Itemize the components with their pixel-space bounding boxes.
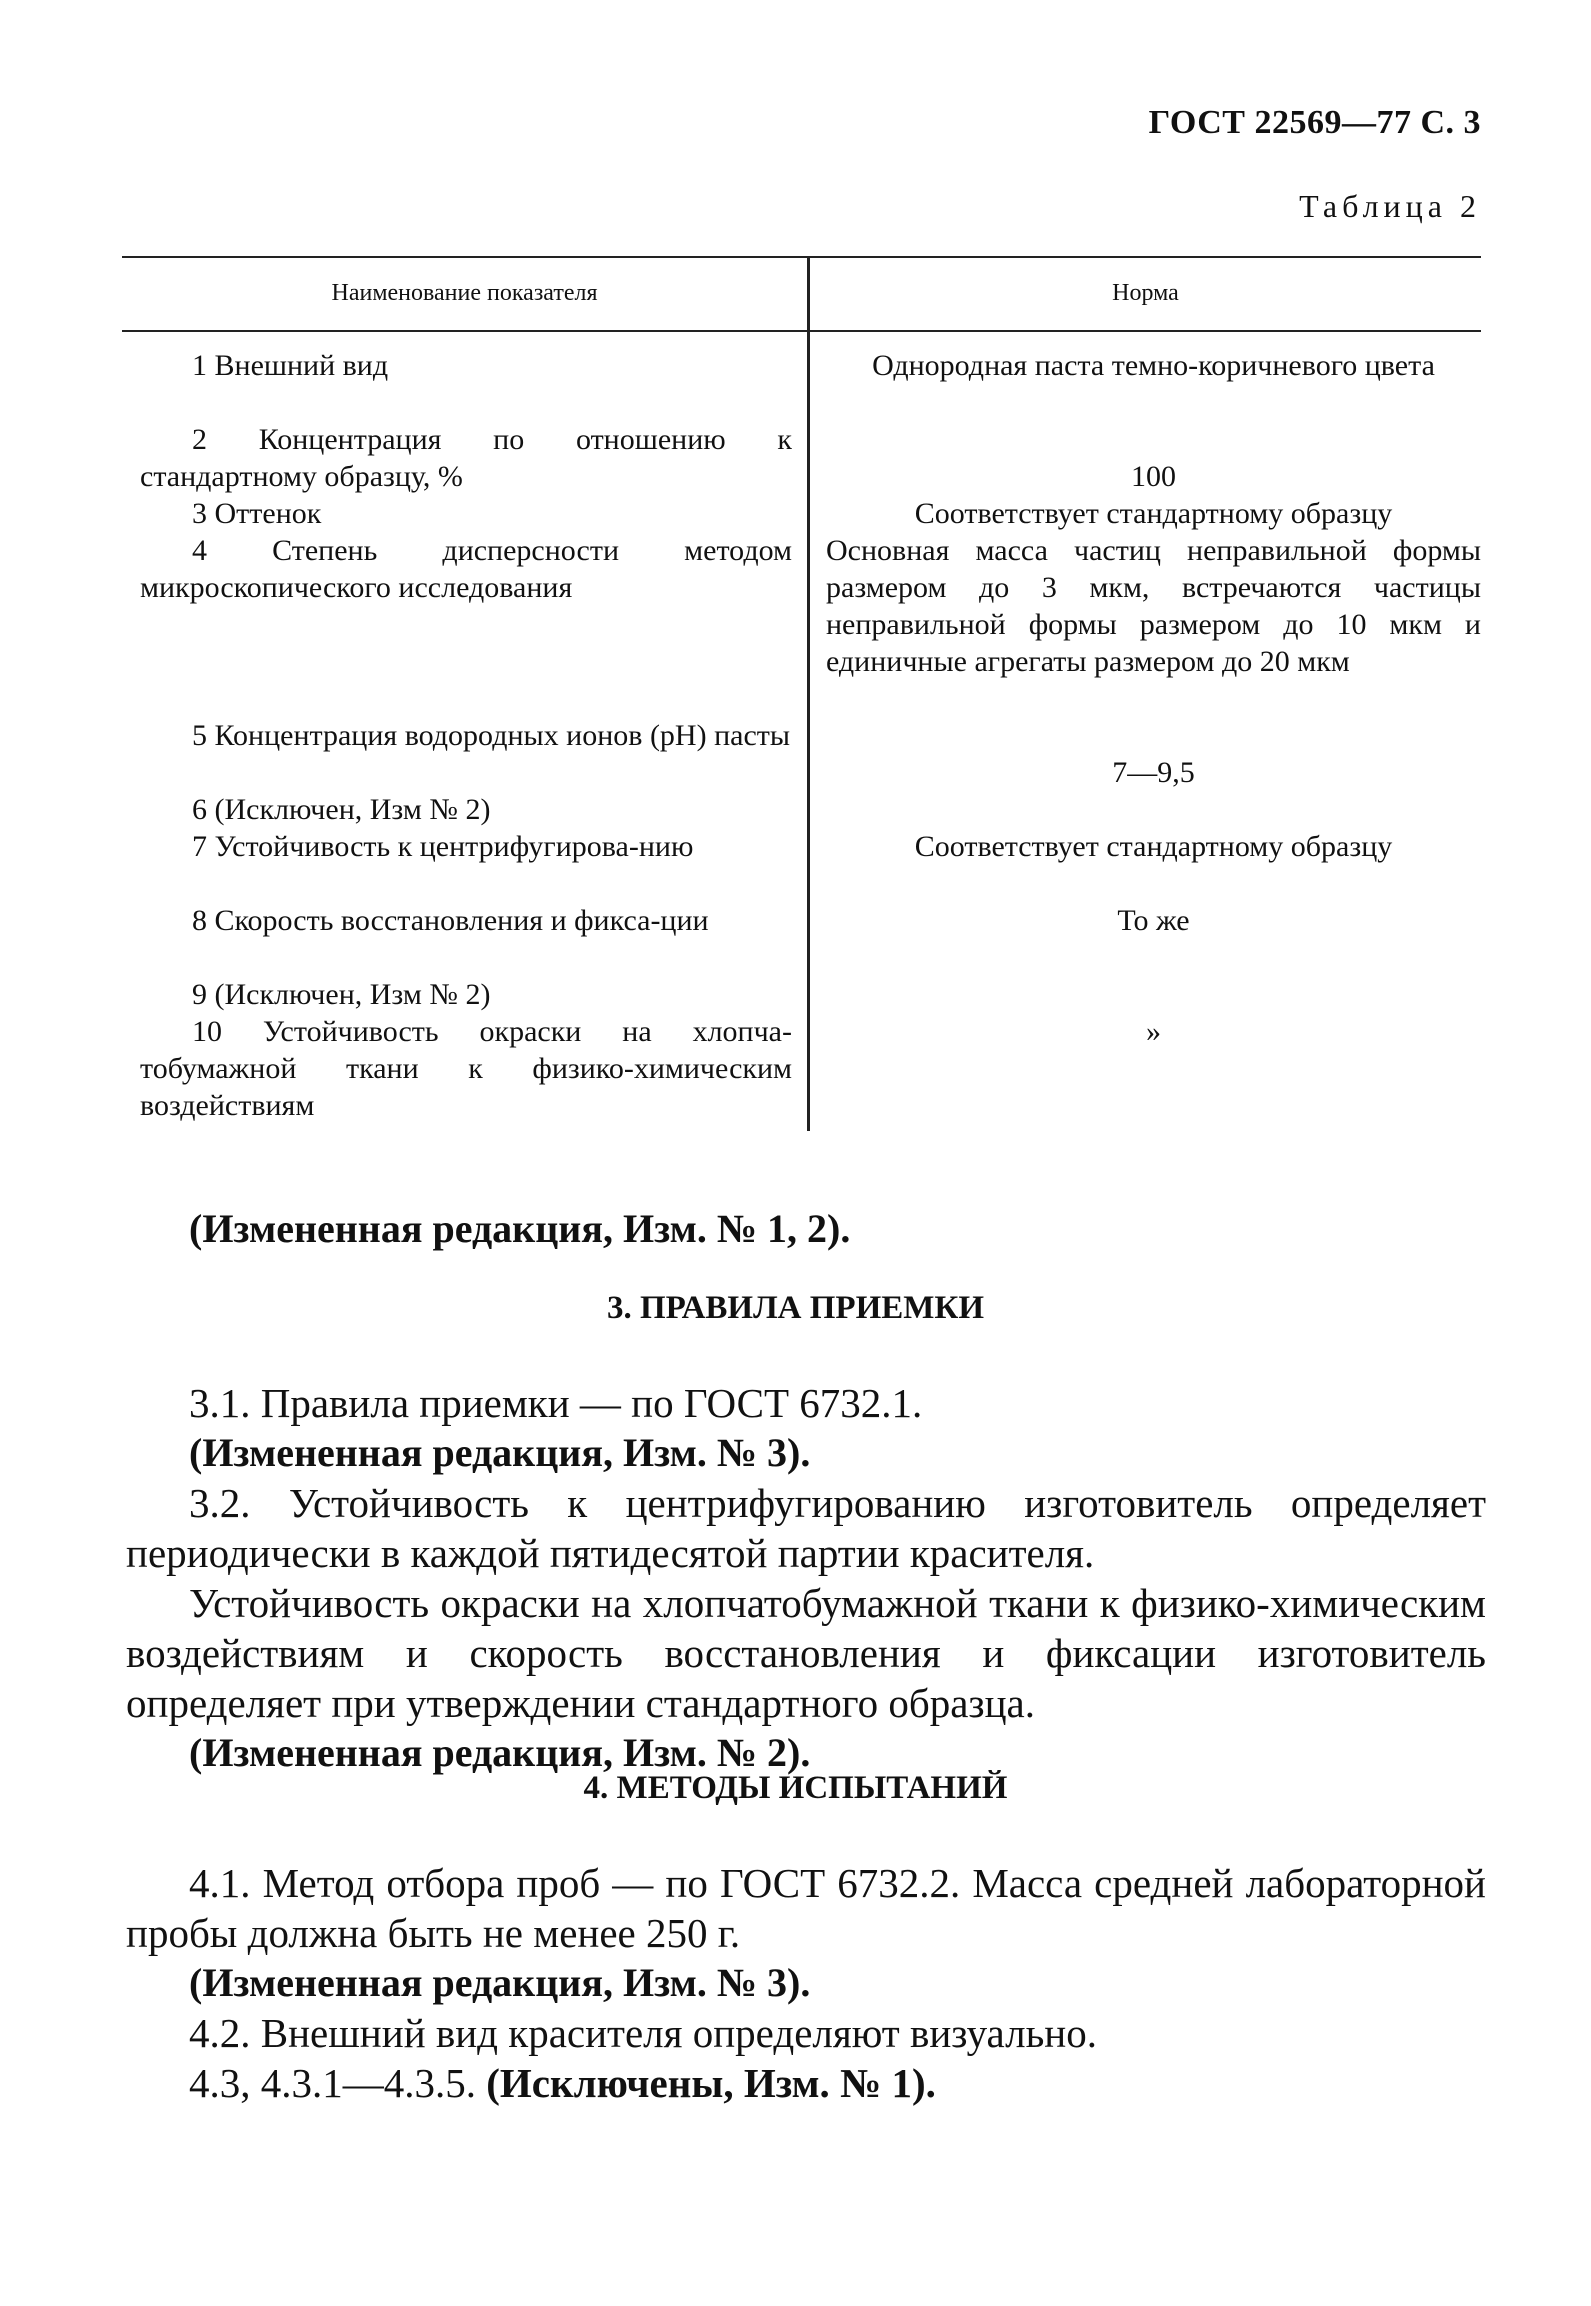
paragraph: 4.1. Метод отбора проб — по ГОСТ 6732.2. Масса средней лабораторной пробы должна быть не менее 250 г. [126,1860,1486,1956]
row-name: 6 (Исключен, Изм № 2) [192,793,491,826]
amendment-text: (Измененная редакция, Изм. № 3). [189,1960,811,2005]
col-header-name: Наименование показателя [331,280,598,306]
row-norm: » [1146,1015,1161,1048]
table-row [140,347,792,384]
row-norm: Однородная паста темно-коричневого цвета [872,349,1435,382]
row-norm: 100 [1131,460,1176,493]
section-3-text [126,1378,1486,1778]
running-head: ГОСТ 22569—77 С. 3 [1148,104,1481,141]
amendment-text: (Измененная редакция, Изм. № 1, 2). [189,1206,851,1251]
amendment-note [126,1204,1486,1254]
table-row [140,717,792,754]
row-norm: Основная масса частиц неправильной формы размером до 3 мкм, встречаются частицы неправильной формы размером до 10 мкм и единичные агрегаты размером до 20 мкм [826,534,1481,678]
paragraph: Устойчивость окраски на хлопчатобумажной ткани к физико-химическим воздействиям и скорость восстановления и фиксации изготовитель определяет при утверждении стандартного образца. [126,1580,1486,1726]
row-norm: 7—9,5 [1112,756,1195,789]
row-name: 10 Устойчивость окраски на хлопча-тобумажной ткани к физико-химическим воздействиям [140,1015,792,1122]
table-header-rule [122,330,1481,332]
table-row [140,828,792,865]
section-title: 4. МЕТОДЫ ИСПЫТАНИЙ [583,1770,1008,1806]
row-norm: Соответствует стандартному образцу [914,830,1393,863]
row-name: 9 (Исключен, Изм № 2) [192,978,491,1011]
table-row [140,532,792,606]
section-4-text [126,1858,1486,2108]
table-top-rule [122,256,1481,258]
table-column-divider [807,256,810,1131]
row-name: 8 Скорость восстановления и фикса-ции [192,904,709,937]
paragraph-number: 4.3, 4.3.1—4.3.5. [189,2060,476,2106]
col-header-norm: Норма [1112,280,1179,306]
paragraph: 4.2. Внешний вид красителя определяют визуально. [189,2010,1097,2056]
table-row [140,902,792,939]
row-norm: То же [1117,904,1190,937]
table-row [140,495,792,532]
row-name: 7 Устойчивость к центрифугирова-нию [192,830,694,863]
row-name: 4 Степень дисперсности методом микроскопического исследования [140,534,792,604]
row-name: 3 Оттенок [192,497,322,530]
table-row [140,1013,792,1124]
paragraph [126,2058,1486,2108]
table-row [140,976,792,1013]
amendment-text: (Измененная редакция, Изм. № 3). [189,1430,811,1475]
section-title: 3. ПРАВИЛА ПРИЕМКИ [606,1290,985,1326]
paragraph: 3.2. Устойчивость к центрифугированию изготовитель определяет периодически в каждой пятидесятой партии красителя. [126,1480,1486,1576]
row-name: 2 Концентрация по отношению к стандартному образцу, % [140,423,792,493]
row-norm: Соответствует стандартному образцу [914,497,1393,530]
table-caption: Таблица 2 [1299,188,1481,224]
row-name: 1 Внешний вид [192,349,389,382]
amendment-text: (Измененная редакция, Изм. № 2). [189,1730,811,1775]
excluded-note: (Исключены, Изм. № 1). [486,2060,936,2106]
paragraph: 3.1. Правила приемки — по ГОСТ 6732.1. [189,1380,923,1426]
table-row [140,791,792,828]
row-name: 5 Концентрация водородных ионов (рН) пасты [192,719,791,752]
table-row [140,421,792,495]
